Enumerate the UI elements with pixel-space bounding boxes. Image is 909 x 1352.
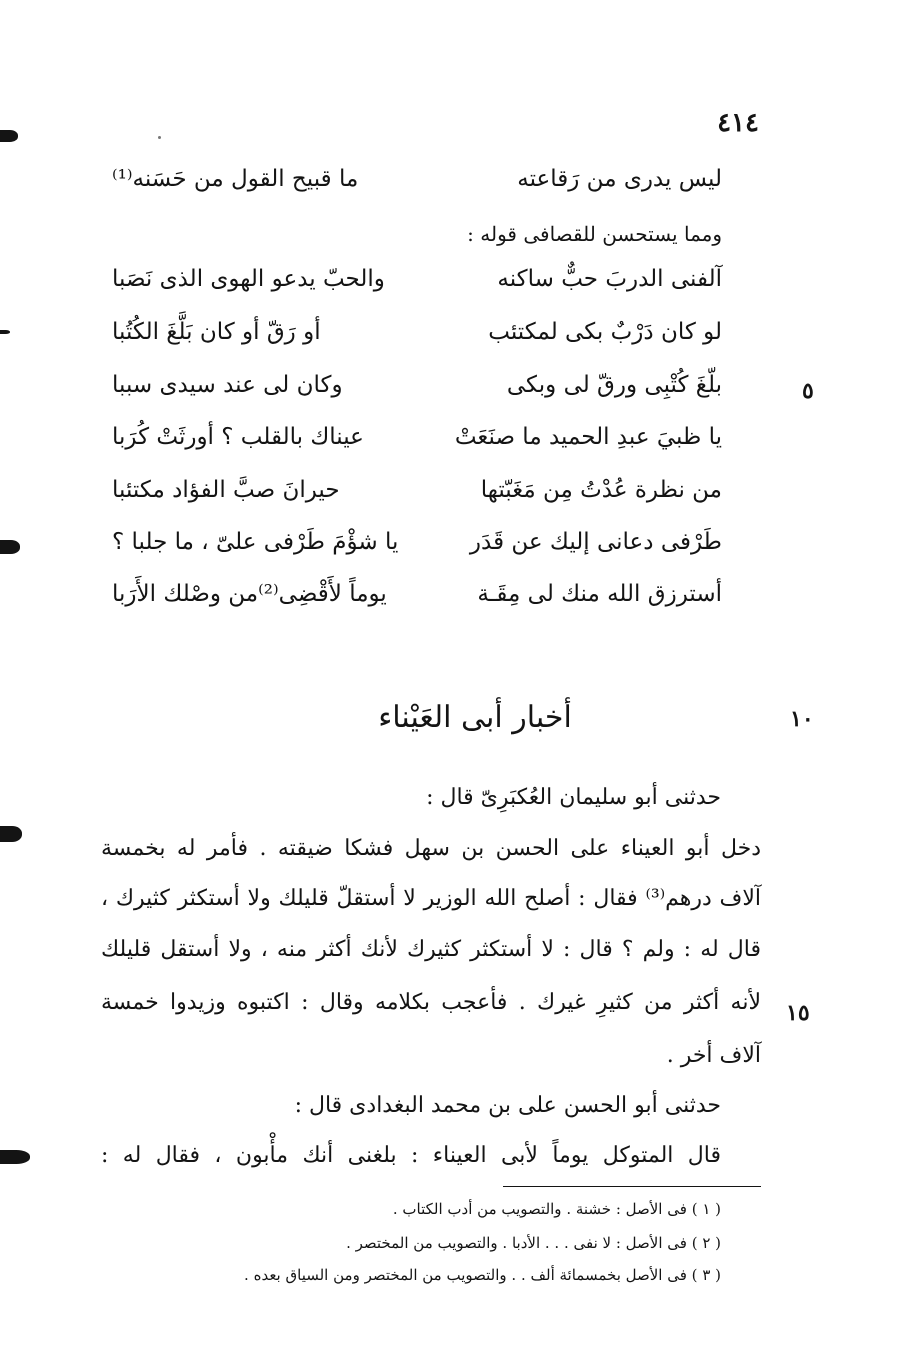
verse-line: [112, 424, 722, 462]
paragraph-line: دخل أبو العيناء على الحسن بن سهل فشكا ضيقته . فأمر له بخمسة: [101, 836, 761, 861]
page-number: ٤١٤: [717, 108, 759, 138]
verse-line: [112, 266, 722, 304]
verse-second-hemistich: يا شؤْمَ طَرْفى علىّ ، ما جلبا ؟: [112, 529, 399, 555]
verse-second-hemistich: يوماً لأَقْضِى⁽²⁾من وصْلك الأَرَبا: [112, 581, 387, 607]
verse-second-hemistich: أو رَقّ أو كان بَلَّغَ الكُتُبا: [112, 319, 321, 345]
footnote: ( ١ ) فى الأصل : خشنة . والتصويب من أدب الكتاب .: [392, 1200, 721, 1218]
paragraph-line: لأنه أكثر من كثيرِ غيرك . فأعجب بكلامه وقال : اكتبوه وزيدوا خمسة: [101, 990, 761, 1015]
scan-ink-mark: [0, 330, 10, 334]
verse-first-hemistich: ليس يدرى من رَقاعته: [517, 166, 722, 192]
verse-line: [112, 581, 722, 619]
verse-first-hemistich: أسترزق الله منك لى مِقَـة: [477, 581, 722, 607]
scan-ink-mark: [0, 826, 22, 842]
section-title: أخبار أبى العَيْناء: [378, 700, 572, 735]
verse-first-hemistich: لو كان دَرْبٌ بكى لمكتئب: [488, 319, 722, 345]
footnote: ( ٣ ) فى الأصل بخمسمائة ألف . . والتصويب من المختصر ومن السياق بعده .: [244, 1266, 721, 1284]
verse-line: [112, 477, 722, 515]
scan-ink-mark: [0, 540, 20, 554]
line-number-15: ١٥: [786, 1000, 810, 1026]
verse-first-hemistich: آلفنى الدربَ حبٌّ ساكنه: [497, 266, 722, 292]
verse-second-hemistich: ما قبيح القول من حَسَنه⁽¹⁾: [112, 166, 359, 192]
footnote-divider: [503, 1186, 761, 1187]
scan-ink-mark: [0, 1150, 30, 1164]
verse-line: [112, 529, 722, 567]
verse-line: [112, 319, 722, 357]
scan-speck: [158, 136, 161, 139]
scan-ink-mark: [0, 130, 18, 142]
footnote: ( ٢ ) فى الأصل : لا نفى . . . الأدبا . والتصويب من المختصر .: [346, 1234, 721, 1252]
line-number-5: ٥: [802, 378, 814, 404]
verse-first-hemistich: بلّغَ كُتْبِى ورقّ لى وبكى: [506, 372, 722, 398]
poem-introduction: ومما يستحسن للقصافى قوله :: [467, 222, 722, 246]
paragraph-line: آلاف درهم⁽³⁾ فقال : أصلح الله الوزير لا أستقلّ قليلك ولا أستكثر كثيرك ،: [101, 886, 761, 911]
verse-first-hemistich: طَرْفى دعانى إليك عن قَدَر: [469, 529, 722, 555]
paragraph-line: حدثنى أبو سليمان العُكبَرِىّ قال :: [426, 785, 721, 810]
line-number-10: ١٠: [790, 706, 814, 732]
paragraph-line: آلاف أخر .: [666, 1043, 761, 1068]
paragraph-line: قال له : ولم ؟ قال : لا أستكثر كثيرك لأنك أكثر منه ، ولا أستقل قليلك: [101, 937, 761, 962]
verse-second-hemistich: عيناك بالقلب ؟ أورثَتْ كُرَبا: [112, 424, 364, 450]
verse-line: [112, 166, 722, 204]
verse-first-hemistich: يا ظبيَ عبدِ الحميد ما صنَعَتْ: [454, 424, 722, 450]
paragraph-line: حدثنى أبو الحسن على بن محمد البغدادى قال :: [294, 1093, 721, 1118]
verse-first-hemistich: من نظرة عُدْتُ مِن مَغَبّتها: [480, 477, 722, 503]
verse-second-hemistich: وكان لى عند سيدى سببا: [112, 372, 343, 398]
verse-second-hemistich: حيرانَ صبَّ الفؤاد مكتئبا: [112, 477, 340, 503]
verse-line: [112, 372, 722, 410]
verse-second-hemistich: والحبّ يدعو الهوى الذى نَصَبا: [112, 266, 385, 292]
paragraph-line: قال المتوكل يوماً لأبى العيناء : بلغنى أنك مأْبون ، فقال له :: [101, 1143, 721, 1168]
